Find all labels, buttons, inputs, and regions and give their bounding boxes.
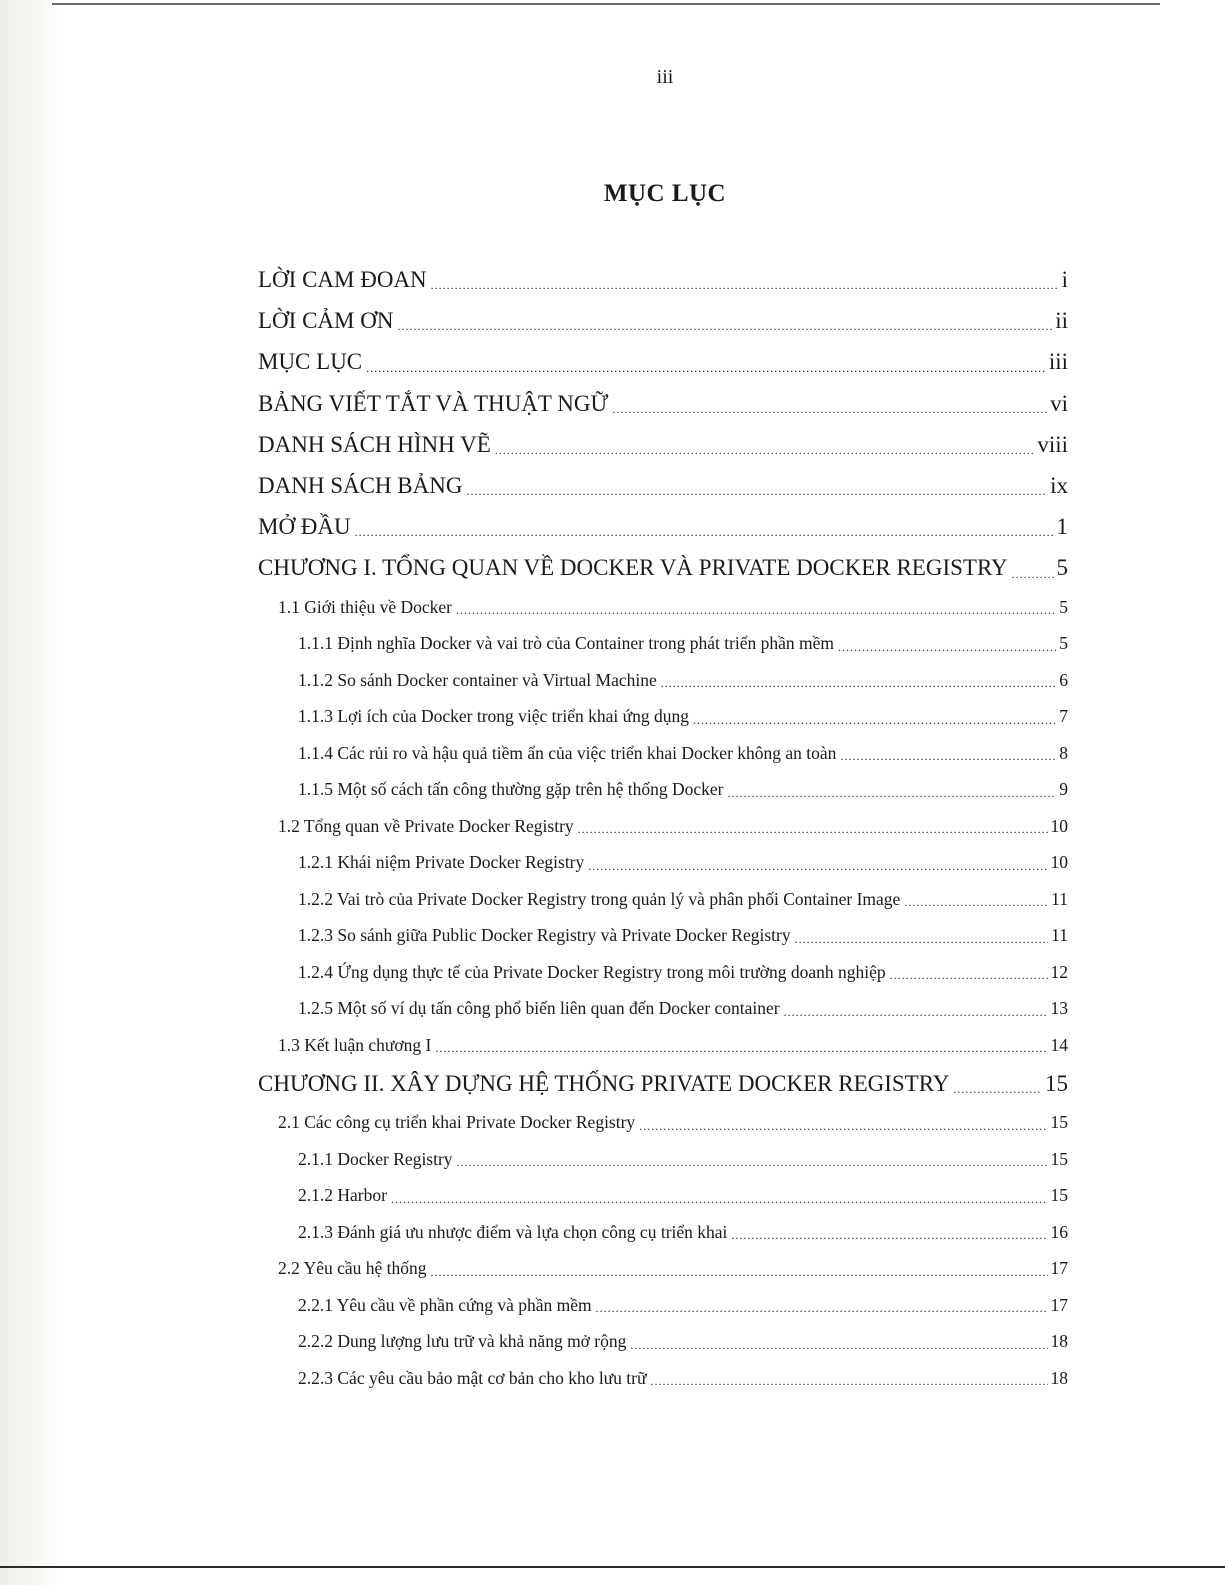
toc-entry[interactable]: [258, 1214, 1068, 1251]
toc-entry[interactable]: [258, 547, 1068, 588]
toc-entry[interactable]: [258, 1177, 1068, 1214]
toc-entry-page-number: 18: [1050, 1331, 1068, 1352]
dot-leader: [456, 604, 1056, 616]
toc-entry-page-number: 15: [1050, 1112, 1068, 1133]
toc-entry[interactable]: [258, 662, 1068, 699]
toc-entry[interactable]: [258, 881, 1068, 918]
toc-entry-page-number: 15: [1045, 1070, 1068, 1096]
toc-entry[interactable]: [258, 1104, 1068, 1141]
toc-entry-title: CHƯƠNG I. TỔNG QUAN VỀ DOCKER VÀ PRIVATE DOCKER REGISTRY: [258, 555, 1008, 581]
toc-entry-title: 1.2.2 Vai trò của Private Docker Registry trong quản lý và phân phối Container Image: [298, 888, 901, 909]
toc-entry[interactable]: [258, 300, 1068, 341]
toc-entry-page-number: 10: [1050, 852, 1068, 872]
dot-leader: [596, 1302, 1048, 1314]
toc-entry[interactable]: [258, 1141, 1068, 1178]
toc-entry-page-number: iii: [1048, 349, 1068, 375]
scan-border-top: [52, 3, 1160, 5]
toc-entry-page-number: viii: [1037, 431, 1068, 457]
dot-leader: [366, 362, 1046, 374]
toc-entry-title: 2.2.2 Dung lượng lưu trữ và khả năng mở rộng: [298, 1331, 627, 1352]
toc-entry-page-number: 11: [1051, 888, 1068, 909]
toc-entry-title: MỞ ĐẦU: [258, 514, 351, 540]
scan-shadow-left: [0, 0, 62, 1585]
toc-entry-title: 2.2.3 Các yêu cầu bảo mật cơ bản cho kho lưu trữ: [298, 1367, 647, 1388]
toc-entry-title: 2.2.1 Yêu cầu về phần cứng và phần mềm: [298, 1294, 592, 1315]
toc-entry[interactable]: [258, 1323, 1068, 1360]
toc-entry-title: LỜI CẢM ƠN: [258, 308, 394, 334]
toc-entry[interactable]: [258, 506, 1068, 547]
toc-entry-page-number: ix: [1050, 472, 1068, 498]
toc-entry-page-number: 15: [1050, 1185, 1068, 1206]
toc-entry-page-number: vi: [1050, 390, 1068, 416]
toc-entry-page-number: 17: [1050, 1258, 1068, 1279]
toc-entry-title: 2.1.2 Harbor: [298, 1185, 387, 1206]
toc-entry[interactable]: [258, 1027, 1068, 1064]
toc-entry[interactable]: [258, 808, 1068, 845]
dot-leader: [731, 1229, 1047, 1241]
toc-entry-page-number: 1: [1056, 514, 1068, 540]
toc-entry-title: 1.3 Kết luận chương I: [278, 1034, 432, 1055]
toc-entry[interactable]: [258, 1250, 1068, 1287]
dot-leader: [784, 1006, 1048, 1018]
toc-entry[interactable]: [258, 735, 1068, 772]
dot-leader: [890, 969, 1048, 981]
dot-leader: [1012, 568, 1054, 580]
toc-entry-title: 2.1 Các công cụ triển khai Private Docker Registry: [278, 1112, 636, 1133]
toc-entry-page-number: 11: [1051, 925, 1068, 945]
toc-entry-title: 1.1.4 Các rủi ro và hậu quả tiềm ẩn của việc triển khai Docker không an toàn: [298, 742, 837, 763]
dot-leader: [355, 526, 1054, 538]
toc-entry-title: BẢNG VIẾT TẮT VÀ THUẬT NGỮ: [258, 390, 609, 416]
toc-entry-title: 1.2.3 So sánh giữa Public Docker Registry và Private Docker Registry: [298, 925, 791, 945]
dot-leader: [953, 1083, 1042, 1095]
dot-leader: [391, 1193, 1048, 1205]
toc-entry-title: 1.1.1 Định nghĩa Docker và vai trò của Container trong phát triển phần mềm: [298, 633, 835, 653]
toc-entry-page-number: 5: [1056, 555, 1068, 581]
toc-entry[interactable]: [258, 424, 1068, 465]
toc-entry[interactable]: [258, 771, 1068, 808]
toc-entry-title: 2.1.3 Đánh giá ưu nhược điểm và lựa chọn công cụ triển khai: [298, 1221, 728, 1242]
toc-entry-page-number: 5: [1059, 633, 1068, 653]
toc-entry-page-number: 12: [1050, 961, 1068, 982]
toc-entry-title: LỜI CAM ĐOAN: [258, 266, 427, 292]
dot-leader: [457, 1156, 1048, 1168]
toc-entry-page-number: 8: [1059, 742, 1068, 763]
toc-entry[interactable]: [258, 383, 1068, 424]
dot-leader: [431, 279, 1059, 291]
table-of-contents: [258, 259, 1068, 1396]
toc-entry-title: MỤC LỤC: [258, 349, 363, 375]
dot-leader: [578, 823, 1048, 835]
toc-entry-title: 1.1.5 Một số cách tấn công thường gặp trên hệ thống Docker: [298, 779, 724, 799]
toc-entry-title: 1.2.4 Ứng dụng thực tế của Private Docker Registry trong môi trường doanh nghiệp: [298, 961, 886, 982]
toc-entry-page-number: 16: [1050, 1221, 1068, 1242]
toc-entry[interactable]: [258, 844, 1068, 881]
dot-leader: [495, 444, 1035, 456]
dot-leader: [397, 320, 1052, 332]
scan-border-bottom: [0, 1566, 1225, 1568]
dot-leader: [795, 933, 1049, 945]
dot-leader: [466, 485, 1047, 497]
dot-leader: [435, 1042, 1047, 1054]
dot-leader: [693, 714, 1056, 726]
toc-entry-title: 1.1 Giới thiệu về Docker: [278, 596, 453, 617]
toc-entry-title: 1.2 Tổng quan về Private Docker Registry: [278, 815, 574, 836]
toc-entry-title: DANH SÁCH HÌNH VẼ: [258, 431, 491, 457]
toc-entry[interactable]: [258, 465, 1068, 506]
toc-entry-title: 1.2.5 Một số ví dụ tấn công phổ biến liên quan đến Docker container: [298, 998, 780, 1018]
dot-leader: [904, 896, 1048, 908]
toc-entry-page-number: 9: [1059, 779, 1068, 799]
toc-entry[interactable]: [258, 589, 1068, 626]
toc-entry-title: 1.1.2 So sánh Docker container và Virtual Machine: [298, 669, 657, 690]
toc-entry-page-number: ii: [1055, 308, 1068, 334]
toc-entry[interactable]: [258, 698, 1068, 735]
page-number: iii: [656, 66, 674, 88]
toc-entry[interactable]: [258, 1360, 1068, 1397]
toc-entry-title: 2.2 Yêu cầu hệ thống: [278, 1258, 427, 1279]
dot-leader: [630, 1339, 1047, 1351]
toc-title: MỤC LỤC: [603, 180, 727, 207]
toc-entry-page-number: 10: [1050, 815, 1068, 836]
dot-leader: [661, 677, 1057, 689]
toc-entry[interactable]: [258, 259, 1068, 300]
toc-entry-page-number: 5: [1059, 596, 1068, 617]
toc-entry-title: 1.2.1 Khái niệm Private Docker Registry: [298, 852, 585, 872]
toc-entry-title: DANH SÁCH BẢNG: [258, 472, 463, 498]
toc-entry-page-number: 17: [1050, 1294, 1068, 1315]
toc-entry[interactable]: [258, 990, 1068, 1027]
toc-entry[interactable]: [258, 1063, 1068, 1104]
toc-entry-title: 2.1.1 Docker Registry: [298, 1148, 453, 1169]
dot-leader: [431, 1266, 1048, 1278]
toc-entry-page-number: i: [1061, 266, 1068, 292]
toc-entry-page-number: 18: [1050, 1367, 1068, 1388]
dot-leader: [838, 641, 1056, 653]
dot-leader: [612, 403, 1047, 415]
toc-entry-title: CHƯƠNG II. XÂY DỰNG HỆ THỐNG PRIVATE DOCKER REGISTRY: [258, 1070, 950, 1096]
toc-entry[interactable]: [258, 954, 1068, 991]
toc-entry-page-number: 14: [1050, 1034, 1068, 1055]
toc-entry[interactable]: [258, 917, 1068, 954]
toc-entry[interactable]: [258, 1287, 1068, 1324]
dot-leader: [840, 750, 1056, 762]
dot-leader: [728, 787, 1057, 799]
dot-leader: [588, 860, 1047, 872]
toc-entry-page-number: 6: [1059, 669, 1068, 690]
toc-entry-title: 1.1.3 Lợi ích của Docker trong việc triển khai ứng dụng: [298, 706, 689, 726]
dot-leader: [639, 1120, 1047, 1132]
dot-leader: [650, 1375, 1047, 1387]
toc-entry[interactable]: [258, 625, 1068, 662]
toc-entry-page-number: 7: [1059, 706, 1068, 726]
toc-entry-page-number: 13: [1050, 998, 1068, 1018]
toc-entry[interactable]: [258, 341, 1068, 382]
toc-entry-page-number: 15: [1050, 1148, 1068, 1169]
